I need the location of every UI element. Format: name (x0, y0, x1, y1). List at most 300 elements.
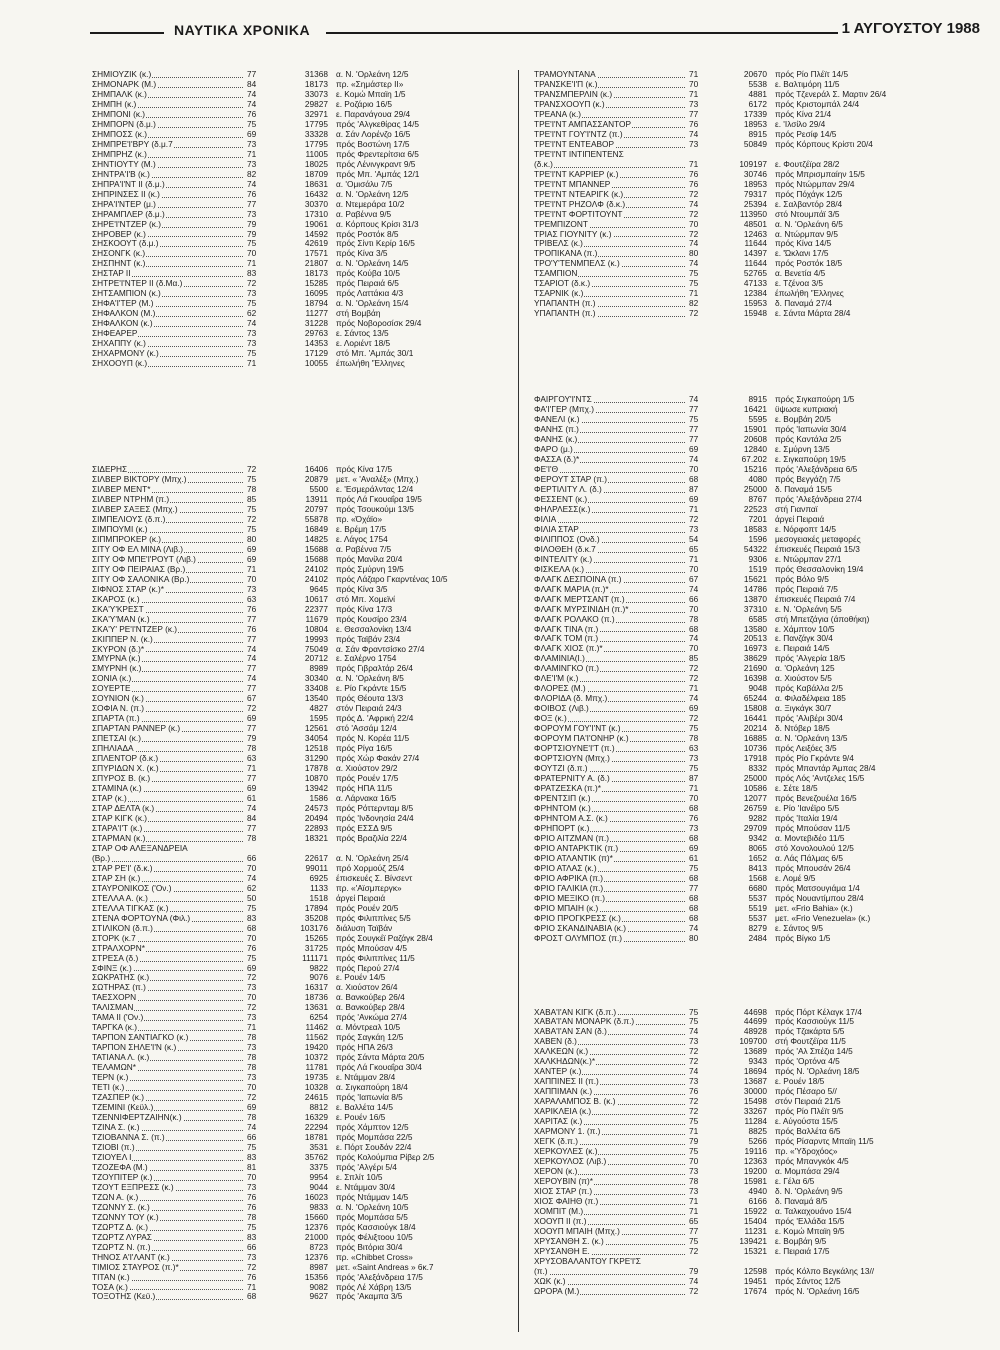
build-year: 69 (689, 704, 699, 714)
tonnage: 18736 (304, 993, 328, 1003)
vessel-row (92, 874, 512, 884)
vessel-name: ΣΦΙΝΞ (κ.) (92, 964, 247, 974)
vessel-row (92, 714, 512, 724)
position-note: ε. 'Ιλσίλο 29/4 (775, 119, 826, 129)
vessel-name: ΣΗΧΟΟΥΠ (κ.) (92, 359, 247, 369)
vessel-row (92, 934, 512, 944)
tonnage: 44699 (743, 1017, 767, 1027)
tonnage: 8065 (748, 843, 767, 853)
vessel-row (534, 684, 974, 694)
build-year: 69 (247, 963, 257, 973)
position-note: πρός 'Ιαπωνία 8/5 (336, 1093, 403, 1103)
vessel-row (92, 140, 512, 150)
build-year: 68 (689, 474, 699, 484)
build-year: 73 (247, 339, 257, 349)
tonnage: 15498 (743, 1097, 767, 1107)
vessel-row (534, 904, 974, 914)
vessel-name: ΣΗΣΠΗΝΤ (κ.) (92, 259, 247, 269)
position-note: ε. Βρέμη 17/5 (336, 524, 387, 534)
vessel-name: ΦΕΡΤΙΛΙΤΥ Λ. (δ.) (534, 485, 689, 495)
tonnage: 5266 (748, 1137, 767, 1147)
vessel-row (92, 973, 512, 983)
build-year: 72 (689, 674, 699, 684)
position-note: α. 'Ομισάλυ 7/5 (336, 179, 393, 189)
tonnage: 10870 (304, 774, 328, 784)
vessel-name: ΣΙΜΠΕΛΙΟΥΣ (δ.π.) (92, 515, 247, 525)
vessel-name: ΣΟΦΙΑ Ν. (π.) (92, 704, 247, 714)
right-column (534, 70, 974, 1297)
position-note: ε. Τζένοα 3/5 (775, 279, 823, 289)
vessel-row (92, 914, 512, 924)
position-note: α. Μόντρεαλ 10/5 (336, 1023, 401, 1033)
build-year: 74 (247, 319, 257, 329)
vessel-name: ΤΡΕΜΠΙΖΟΝΤ (534, 220, 689, 230)
build-year: 63 (247, 594, 257, 604)
vessel-name: ΦΡΙΟ ΓΑΛΙΚΙΑ (π.) (534, 884, 689, 894)
position-note: πρός Ρίο Πλέϊτ 14/5 (775, 70, 849, 79)
vessel-row (92, 674, 512, 684)
vessel-name: ΣΗΧΑΠΠΥ (κ.) (92, 339, 247, 349)
vessel-row (92, 1043, 512, 1053)
build-year: 71 (247, 564, 257, 574)
vessel-name: ΦΛΑΜΙΝΓΚΟ (π.) (534, 664, 689, 674)
position-note: α. Χιούστον 26/4 (336, 983, 398, 993)
vessel-name: ΣΗΧΑΡΜΟΝΥ (κ.) (92, 349, 247, 359)
position-note: ε. Σιγκαπούρη 19/5 (775, 455, 846, 465)
tonnage: 5595 (748, 415, 767, 425)
vessel-group (534, 395, 974, 943)
build-year: 72 (689, 1057, 699, 1067)
position-note: α. Ν. 'Ορλεάνη 15/4 (336, 299, 409, 309)
vessel-row (92, 754, 512, 764)
vessel-row (92, 269, 512, 279)
vessel-row (92, 784, 512, 794)
tonnage: 13870 (743, 594, 767, 604)
vessel-row (534, 309, 974, 319)
position-note: πρός Περού 27/4 (336, 963, 400, 973)
vessel-name: ΤΗΝΟΣ Α'Ι'ΛΑΝΤ (κ.) (92, 1253, 247, 1263)
vessel-name: ΣΠΛΕΝΤΟΡ (δ.κ.) (92, 754, 247, 764)
vessel-row (534, 744, 974, 754)
vessel-name: ΤΟΞΟΤΗΣ (Κεϋ.) (92, 1292, 247, 1302)
vessel-row (92, 220, 512, 230)
vessel-row (92, 964, 512, 974)
position-note: ε. Πειραιά 14/5 (775, 644, 830, 654)
build-year: 71 (247, 259, 257, 269)
vessel-row (92, 724, 512, 734)
vessel-row (92, 1173, 512, 1183)
build-year: 73 (689, 1077, 699, 1087)
vessel-row (92, 764, 512, 774)
build-year: 54 (689, 534, 699, 544)
vessel-name: ΦΛΑΓΚ ΤΟΜ (π.) (534, 634, 689, 644)
tonnage: 16398 (743, 674, 767, 684)
build-year: 73 (689, 99, 699, 109)
build-year: 78 (689, 734, 699, 744)
position-note: μετ. «Frio Venezuela» (κ.) (775, 913, 871, 923)
build-year: 75 (247, 349, 257, 359)
tonnage: 25000 (743, 484, 767, 494)
build-year: 75 (247, 524, 257, 534)
vessel-row (92, 100, 512, 110)
position-note: ϋψωσε κυπριακή (775, 405, 838, 415)
tonnage: 16441 (743, 714, 767, 724)
position-note: πρός 'Αλγκεθίρας 14/5 (336, 119, 420, 129)
build-year: 74 (247, 644, 257, 654)
tonnage: 13540 (304, 694, 328, 704)
vessel-name: ΤΖΩΝΝΥ ΤΟΥ (κ.) (92, 1213, 247, 1223)
vessel-row (534, 485, 974, 495)
position-note: έπωλήθη 'Έλληνες (336, 359, 405, 369)
tonnage: 22294 (304, 1123, 328, 1132)
build-year: 75 (689, 1007, 699, 1017)
tonnage: 65244 (743, 694, 767, 704)
position-note: πρός Πειραιά 6/5 (336, 279, 399, 289)
vessel-name: ΣΤΑΡ ΣΗ (κ.) (92, 874, 247, 884)
header-rule-left (90, 32, 164, 34)
vessel-name: ΤΖΟΖΕΦΑ (Μ.) (92, 1163, 247, 1173)
build-year: 70 (247, 574, 257, 584)
position-note: πρός Ρουέν 17/5 (336, 774, 399, 784)
vessel-row (534, 1027, 974, 1037)
tonnage: 29709 (743, 823, 767, 833)
tonnage: 52765 (743, 269, 767, 279)
build-year: 72 (247, 1093, 257, 1103)
tonnage: 18025 (304, 159, 328, 169)
vessel-name: ΣΙΦΝΟΣ ΣΤΑΡ (κ.)* (92, 585, 247, 595)
tonnage: 19451 (743, 1276, 767, 1286)
vessel-name: ΣΚΑ'Υ'ΜΑΝ (κ.) (92, 615, 247, 625)
vessel-row (534, 1187, 974, 1197)
vessel-name: ΣΗΝΤΡΑ'Ι'Β (κ.) (92, 170, 247, 180)
tonnage: 8723 (309, 1242, 328, 1252)
vessel-name: ΧΩΚ (κ.) (534, 1277, 689, 1287)
vessel-name: ΤΖΟΥΠΙΤΕΡ (κ.) (92, 1173, 247, 1183)
build-year: 72 (689, 514, 699, 524)
tonnage: 8825 (748, 1127, 767, 1137)
build-year: 61 (689, 853, 699, 863)
tonnage: 10586 (743, 784, 767, 793)
tonnage: 14786 (743, 584, 767, 594)
position-note: πρός Ρουέν 20/5 (336, 903, 399, 913)
tonnage: 12561 (304, 724, 328, 734)
position-note: ε. Σάντος 13/5 (336, 329, 389, 339)
vessel-row (92, 1143, 512, 1153)
build-year: 74 (247, 804, 257, 813)
vessel-name: ΤΡΑΝΣΧΟΟΥΠ (κ.) (534, 100, 689, 110)
position-note: πρός Μπαντάρ Άμπας 28/4 (775, 764, 876, 774)
position-note: πρός Βεγγάζη 7/5 (775, 474, 841, 484)
build-year: 78 (247, 1212, 257, 1222)
build-year: 76 (689, 169, 699, 179)
vessel-name: ΦΡΕΝΤΣΙΠ (κ.) (534, 794, 689, 804)
vessel-row (92, 904, 512, 914)
build-year: 76 (247, 109, 257, 119)
tonnage: 109197 (739, 159, 767, 169)
vessel-row (92, 1203, 512, 1213)
build-year: 74 (689, 634, 699, 644)
vessel-name: ΣΗΦΑ'Ι'ΤΕΡ (Μ.) (92, 299, 247, 309)
vessel-row (92, 635, 512, 645)
position-note: πρός ΗΠΑ 26/3 (336, 1043, 393, 1053)
position-note: πρός Ρίο Γκράντε 9/4 (775, 754, 854, 764)
vessel-name: ΦΑΝΗΣ (κ.) (534, 435, 689, 445)
vessel-name: ΦΛΑΓΚ ΔΕΣΠΟΙΝΑ (π.) (534, 575, 689, 585)
vessel-name: ΣΠΑΡΤΑΝ ΡΑΝΝΕΡ (κ.) (92, 724, 247, 734)
position-note: α. Σάν Φραντσίσκο 27/4 (336, 644, 425, 654)
tonnage: 15948 (743, 309, 767, 319)
vessel-row (92, 615, 512, 625)
tonnage: 55878 (304, 514, 328, 524)
build-year: 78 (247, 485, 257, 494)
vessel-row (92, 1153, 512, 1163)
vessel-group (534, 1008, 974, 1297)
build-year: 77 (689, 425, 699, 435)
build-year: 81 (247, 1162, 257, 1172)
position-note: διάλυση Ταϊβάν (336, 923, 393, 933)
vessel-name: ΤΖΙΝΑ Σ. (κ.) (92, 1123, 247, 1133)
position-note: πρός Λένινγκραντ 9/5 (336, 159, 416, 169)
position-note: πρός Κίνα 21/4 (775, 109, 832, 119)
position-note: πρός Σμύρνη 19/5 (336, 564, 404, 574)
vessel-name: ΤΖΙΟΥΕΛ Ι (92, 1153, 247, 1163)
tonnage: 10804 (304, 624, 328, 634)
vessel-row (92, 1073, 512, 1083)
build-year: 78 (247, 833, 257, 843)
position-note: πρός Σουγκέϊ Ραζάγκ 28/4 (336, 933, 433, 943)
build-year: 73 (247, 139, 257, 149)
vessel-name: ΦΙΝΤΕΛΙΤΥ (κ.) (534, 555, 689, 565)
tonnage: 18173 (304, 79, 328, 89)
position-note: α. Ν. 'Ορλεάνη 13/5 (775, 734, 848, 744)
build-year (247, 844, 273, 854)
position-note: δ. Ντόβερ 18/5 (775, 724, 830, 734)
build-year: 75 (247, 119, 257, 129)
build-year: 85 (689, 654, 699, 664)
vessel-row (534, 605, 974, 615)
position-note: πρός Σαγκάη 12/5 (336, 1033, 404, 1043)
tonnage: 67.202 (741, 455, 767, 465)
tonnage: 16329 (304, 1113, 328, 1123)
build-year: 73 (247, 1043, 257, 1053)
position-note: στό 'Ασσάμ 12/4 (336, 724, 397, 734)
vessel-name: ΣΤΑΡΜΑΝ (κ.) (92, 834, 247, 844)
vessel-name: ΦΛΕ'Ι'Μ (κ.) (534, 674, 689, 684)
build-year: 73 (247, 289, 257, 299)
vessel-row (534, 190, 974, 200)
vessel-row (92, 1133, 512, 1143)
build-year: 72 (689, 189, 699, 199)
vessel-name: ΤΣΑΡΙΟΤ (δ.κ.) (534, 279, 689, 289)
tonnage: 25000 (743, 774, 767, 784)
vessel-name: ΦΕ'Ι'Θ (534, 465, 689, 475)
vessel-name: ΦΑ'Ι'ΓΕΡ (Μπχ.) (534, 405, 689, 415)
position-note: ε. Κομώ Μπαϊη 1/5 (336, 89, 406, 99)
vessel-name: ΣΤΡΑΛΧΟΡΝ* (92, 944, 247, 954)
build-year: 73 (247, 1073, 257, 1083)
vessel-name: ΧΟΟΥΠ ΜΠΑΙΗ (Μπχ.) (534, 1227, 689, 1237)
vessel-name: ΣΗΜΙΟΥΖΙΚ (κ.) (92, 70, 247, 80)
tonnage: 35762 (304, 1152, 328, 1162)
tonnage: 19200 (743, 1167, 767, 1176)
vessel-name: ΧΡΥΣΑΝΘΗ Σ. (κ.) (534, 1237, 689, 1247)
position-note: δ. Παναμά 8/5 (775, 1196, 828, 1206)
position-note: πρός Λάζαρο Γκαρντένας 10/5 (336, 574, 448, 584)
position-note: μετ. « 'Αναλέξ» (Μπχ.) (336, 475, 419, 485)
vessel-row (534, 654, 974, 664)
position-note: μεσογειακές μεταφορές (775, 534, 861, 544)
vessel-name: ΤΑΡΠΟΝ ΣΗΛΕ'Ι'Ν (κ.) (92, 1043, 247, 1053)
position-note: ε. Φουτζέϊρα 28/2 (775, 159, 840, 169)
position-note: στή Γιανπαϊ (775, 504, 818, 514)
vessel-row (534, 505, 974, 515)
position-note: πρός Ρίσαρντς Μπαϊη 11/5 (775, 1137, 874, 1147)
position-note: πρός Πειραιά 7/5 (775, 584, 838, 594)
vessel-name: ΣΗΡΕ'Ι'ΝΤΖΕΡ (κ.) (92, 220, 247, 230)
build-year: 77 (247, 664, 257, 674)
build-year: 72 (689, 1246, 699, 1256)
vessel-name: ΣΗΡΑΜΠΛΕΡ (δ.μ.) (92, 210, 247, 220)
tonnage (273, 844, 336, 854)
position-note: πρός Μομπάσα 22/5 (336, 1132, 413, 1142)
vessel-row (92, 525, 512, 535)
build-year: 75 (247, 953, 257, 963)
position-note: πρός 'Ινδονησία 24/4 (336, 813, 414, 823)
build-year: 74 (689, 239, 699, 249)
vessel-row (534, 1247, 974, 1257)
tonnage: 11644 (744, 239, 767, 249)
build-year: 75 (689, 269, 699, 279)
build-year: 72 (689, 209, 699, 219)
vessel-row (92, 130, 512, 140)
position-note: πρός ΕΣΣΔ 9/5 (336, 823, 393, 833)
vessel-row (534, 120, 974, 130)
position-note: πρός Μπ. 'Αμπάς 12/1 (336, 169, 420, 179)
tonnage: 24102 (304, 564, 328, 574)
vessel-row (534, 210, 974, 220)
tonnage: 10328 (304, 1083, 328, 1093)
position-note: πρός Φρεντερίτσια 6/5 (336, 149, 419, 159)
position-note: πρός Καβάλλα 2/5 (775, 684, 843, 694)
vessel-group (534, 70, 974, 319)
vessel-name: ΤΡΑΜΟΥΝΤΑΝΑ (534, 70, 689, 80)
build-year: 77 (689, 435, 699, 445)
vessel-name: ΤΕΛΑΜΩΝ* (92, 1063, 247, 1073)
tonnage: 33328 (304, 129, 328, 139)
tonnage: 31228 (304, 319, 328, 329)
build-year: 74 (247, 179, 257, 189)
build-year: 74 (689, 395, 699, 405)
vessel-row (534, 1147, 974, 1157)
tonnage: 29763 (304, 329, 328, 339)
vessel-row (534, 844, 974, 854)
vessel-row (92, 824, 512, 834)
build-year: 68 (689, 833, 699, 843)
tonnage: 79317 (743, 189, 767, 199)
position-note: ε. Βομβάη 20/5 (775, 415, 831, 425)
tonnage: 17310 (304, 209, 328, 219)
position-note: πρός Βενεζουέλα 16/5 (775, 793, 857, 803)
tonnage: 1652 (748, 853, 767, 863)
vessel-row (534, 1227, 974, 1237)
vessel-row (534, 269, 974, 279)
tonnage: 47133 (743, 279, 767, 289)
vessel-name: ΦΡΙΟ ΣΚΑΝΔΙΝΑΒΙΑ (κ.) (534, 924, 689, 934)
tonnage: 5519 (748, 903, 767, 913)
vessel-name: ΣΤΙΛΙΚΟΝ (δ.π.) (92, 924, 247, 934)
position-note: πρός Φιλιππίνες 11/5 (336, 953, 415, 963)
vessel-row (534, 220, 974, 230)
tonnage: 24615 (304, 1093, 328, 1103)
vessel-name: ΧΕΡΟΥΒΙΝ (π)* (534, 1177, 689, 1187)
build-year: 75 (689, 279, 699, 289)
tonnage: 15922 (743, 1206, 767, 1216)
vessel-name: ΤΡΟΠΙΚΑΝΑ (π.) (534, 249, 689, 259)
vessel-name: ΦΛΑΜΙΝΙΑ(Ι.) (534, 654, 689, 664)
build-year: 73 (689, 1037, 699, 1047)
tonnage: 30746 (743, 169, 767, 179)
build-year: 69 (689, 445, 699, 455)
build-year: 77 (689, 883, 699, 893)
build-year: 71 (689, 159, 699, 169)
position-note: πρός Ν. 'Ορλεάνη 18/5 (775, 1067, 860, 1077)
tonnage: 33267 (743, 1107, 767, 1117)
vessel-name: ΣΗΜΠΟΡΝ (δ.μ.) (92, 120, 247, 130)
vessel-name: ΣΙΛΒΕΡ ΜΕΝΤ* (92, 485, 247, 495)
build-year: 68 (689, 913, 699, 923)
vessel-row (92, 279, 512, 289)
tonnage: 22617 (304, 853, 328, 863)
tonnage: 44698 (743, 1007, 767, 1017)
position-note: ε. Ντώρμπαν 27/1 (775, 554, 842, 564)
vessel-row (92, 1023, 512, 1033)
position-note: ε. Πανζάγκ 30/4 (775, 634, 833, 644)
build-year: 69 (247, 129, 257, 139)
build-year: 87 (689, 484, 699, 494)
vessel-row (534, 1137, 974, 1147)
tonnage: 12463 (743, 229, 767, 239)
tonnage: 31290 (304, 754, 328, 764)
vessel-name: ΤΡΕΑΝΑ (κ.) (534, 110, 689, 120)
build-year: 71 (689, 784, 699, 793)
vessel-row (534, 1217, 974, 1227)
vessel-name: ΣΙΜΠΟΥΜΙ (κ.) (92, 525, 247, 535)
build-year: 70 (689, 604, 699, 614)
position-note: πρός Κόλπο Βεγκάλης 13// (775, 1266, 875, 1276)
build-year: 74 (689, 1067, 699, 1077)
tonnage: 48928 (743, 1027, 767, 1037)
vessel-row (534, 200, 974, 210)
tonnage: 20712 (304, 654, 328, 664)
vessel-row (534, 1177, 974, 1187)
position-note: πρός Ρίο Πλέϊτ 9/5 (775, 1107, 844, 1117)
position-note: πρός Ντώρμπαν 29/4 (775, 179, 855, 189)
tonnage: 32971 (304, 109, 328, 119)
tonnage: 75049 (304, 644, 328, 654)
position-note: πρός Μπούσαν 4/5 (336, 943, 407, 953)
vessel-name: ΣΗΣΤΑΡ ΙΙ (92, 269, 247, 279)
position-note: πρός Κίνα 17/3 (336, 604, 393, 614)
tonnage: 9343 (748, 1057, 767, 1067)
tonnage: 10736 (743, 744, 767, 754)
tonnage: 12077 (743, 793, 767, 803)
vessel-name: ΤΖΩΝΝΥ Σ. (κ.) (92, 1203, 247, 1213)
vessel-name: ΦΙΛΟΘΕΗ (δ.κ.7 (534, 545, 689, 555)
vessel-name: (π.) (534, 1267, 689, 1277)
position-note: έπωλήθη 'Έλληνες (775, 289, 844, 299)
position-note: α. Κόρπους Κρίσι 31/3 (336, 219, 419, 229)
build-year: 70 (689, 1157, 699, 1167)
